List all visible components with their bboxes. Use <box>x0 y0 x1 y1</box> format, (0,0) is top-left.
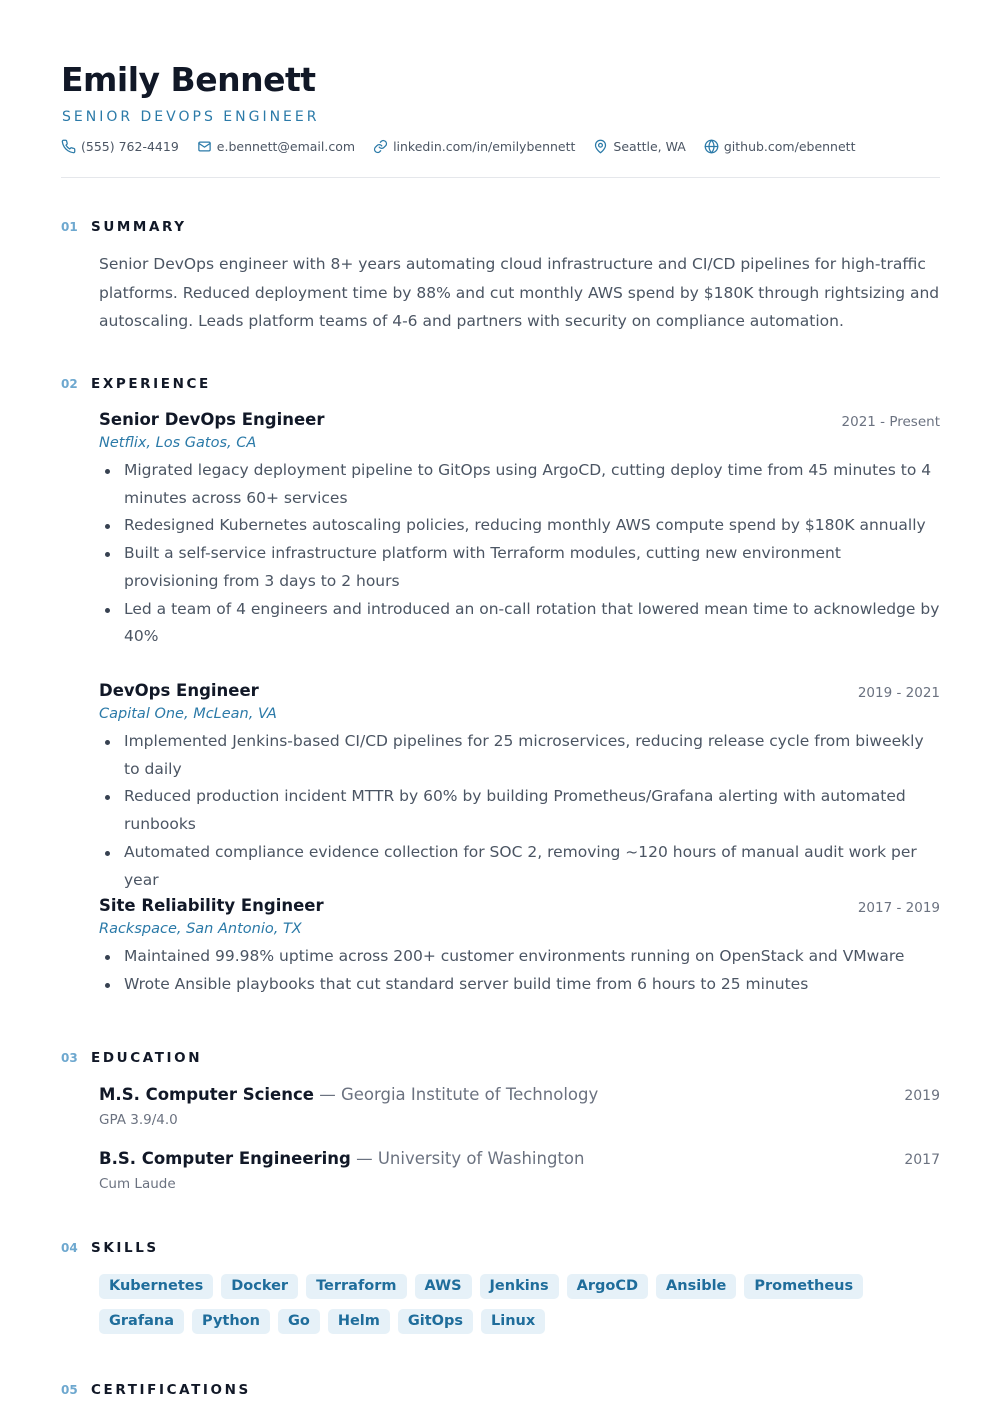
education-entry <box>99 1149 940 1192</box>
job-dates: 2017 - 2019 <box>857 900 940 916</box>
summary-text: Senior DevOps engineer with 8+ years automating cloud infrastructure and CI/CD pipelines for high-traffic platforms. Reduced deployment time by 88% and cut monthly AWS spend by $180K through rightsizing and autoscaling. Leads platform teams of 4-6 and partners with security on compliance automation. <box>99 255 940 330</box>
skill-chip: Linux <box>481 1309 545 1334</box>
skill-chip: Helm <box>328 1309 390 1334</box>
skill-chip: Prometheus <box>744 1274 863 1299</box>
contact-email[interactable] <box>197 139 355 154</box>
section-number: 05 <box>61 1383 78 1397</box>
education-year: 2017 <box>904 1152 940 1168</box>
job-entry <box>99 410 940 651</box>
mail-icon <box>197 139 212 154</box>
job-entry <box>99 896 940 998</box>
job-bullets <box>99 728 940 894</box>
skill-chip: Terraform <box>306 1274 406 1299</box>
section-header-certifications <box>61 1382 251 1398</box>
job-title: DevOps Engineer <box>99 681 259 700</box>
skill-chip: ArgoCD <box>567 1274 648 1299</box>
section-header-education <box>61 1050 202 1066</box>
education-note: GPA 3.9/4.0 <box>99 1112 178 1128</box>
education-degree: M.S. Computer Science <box>99 1085 314 1104</box>
contact-phone-text: (555) 762-4419 <box>81 139 179 154</box>
skill-chip: Jenkins <box>480 1274 559 1299</box>
section-number: 01 <box>61 220 78 234</box>
phone-icon <box>61 139 76 154</box>
list-item: Wrote Ansible playbooks that cut standard server build time from 6 hours to 25 minutes <box>99 971 940 999</box>
list-item: Migrated legacy deployment pipeline to GitOps using ArgoCD, cutting deploy time from 45 minutes to 4 minutes across 60+ services <box>99 457 940 512</box>
skill-chip: Ansible <box>656 1274 736 1299</box>
skill-chip: Docker <box>221 1274 298 1299</box>
education-year: 2019 <box>904 1088 940 1104</box>
list-item: Redesigned Kubernetes autoscaling policies, reducing monthly AWS compute spend by $180K annually <box>99 512 940 540</box>
education-line <box>99 1149 940 1168</box>
section-header-skills <box>61 1240 159 1256</box>
job-dates: 2021 - Present <box>841 414 940 430</box>
job-title: Site Reliability Engineer <box>99 896 324 915</box>
header-divider <box>61 177 940 178</box>
list-item: Reduced production incident MTTR by 60% by building Prometheus/Grafana alerting with automated runbooks <box>99 783 940 838</box>
job-bullets <box>99 457 940 651</box>
candidate-role: SENIOR DEVOPS ENGINEER <box>62 109 320 125</box>
education-line <box>99 1085 940 1104</box>
section-title: CERTIFICATIONS <box>91 1382 251 1398</box>
list-item: Built a self-service infrastructure platform with Terraform modules, cutting new environment provisioning from 3 days to 2 hours <box>99 540 940 595</box>
education-school: — University of Washington <box>350 1149 585 1168</box>
skill-chip: Grafana <box>99 1309 184 1334</box>
job-dates: 2019 - 2021 <box>857 685 940 701</box>
contact-phone[interactable] <box>61 139 179 154</box>
section-number: 04 <box>61 1241 78 1255</box>
education-entry <box>99 1085 940 1128</box>
list-item: Implemented Jenkins-based CI/CD pipelines for 25 microservices, reducing release cycle from biweekly to daily <box>99 728 940 783</box>
list-item: Led a team of 4 engineers and introduced an on-call rotation that lowered mean time to acknowledge by 40% <box>99 596 940 651</box>
globe-icon <box>704 139 719 154</box>
location-pin-icon <box>593 139 608 154</box>
job-title: Senior DevOps Engineer <box>99 410 325 429</box>
education-degree: B.S. Computer Engineering <box>99 1149 351 1168</box>
contact-linkedin[interactable] <box>373 139 575 154</box>
section-header-experience <box>61 376 211 392</box>
contact-bar <box>61 139 873 154</box>
section-title: SUMMARY <box>91 219 187 235</box>
section-number: 03 <box>61 1051 78 1065</box>
job-company: Capital One, McLean, VA <box>99 706 277 722</box>
contact-location <box>593 139 685 154</box>
section-title: SKILLS <box>91 1240 159 1256</box>
education-school: — Georgia Institute of Technology <box>313 1085 599 1104</box>
contact-github-text: github.com/ebennett <box>723 139 856 154</box>
skill-chip: AWS <box>415 1274 472 1299</box>
candidate-name: Emily Bennett <box>61 60 316 99</box>
section-header-summary <box>61 219 187 235</box>
job-bullets <box>99 943 940 998</box>
section-title: EXPERIENCE <box>91 376 211 392</box>
skill-chip: Go <box>278 1309 320 1334</box>
contact-email-text: e.bennett@email.com <box>216 139 356 154</box>
skill-chip: GitOps <box>398 1309 473 1334</box>
list-item: Maintained 99.98% uptime across 200+ customer environments running on OpenStack and VMware <box>99 943 940 971</box>
skill-chip: Kubernetes <box>99 1274 213 1299</box>
job-entry <box>99 681 940 894</box>
section-title: EDUCATION <box>91 1050 203 1066</box>
skills-list <box>99 1274 944 1344</box>
job-company: Rackspace, San Antonio, TX <box>99 921 302 937</box>
job-company: Netflix, Los Gatos, CA <box>99 435 257 451</box>
education-note: Cum Laude <box>99 1176 176 1192</box>
contact-github[interactable] <box>704 139 856 154</box>
section-number: 02 <box>61 377 78 391</box>
skill-chip: Python <box>192 1309 270 1334</box>
contact-linkedin-text: linkedin.com/in/emilybennett <box>393 139 576 154</box>
link-icon <box>373 139 388 154</box>
list-item: Automated compliance evidence collection for SOC 2, removing ~120 hours of manual audit work per year <box>99 839 940 894</box>
contact-location-text: Seattle, WA <box>613 139 686 154</box>
